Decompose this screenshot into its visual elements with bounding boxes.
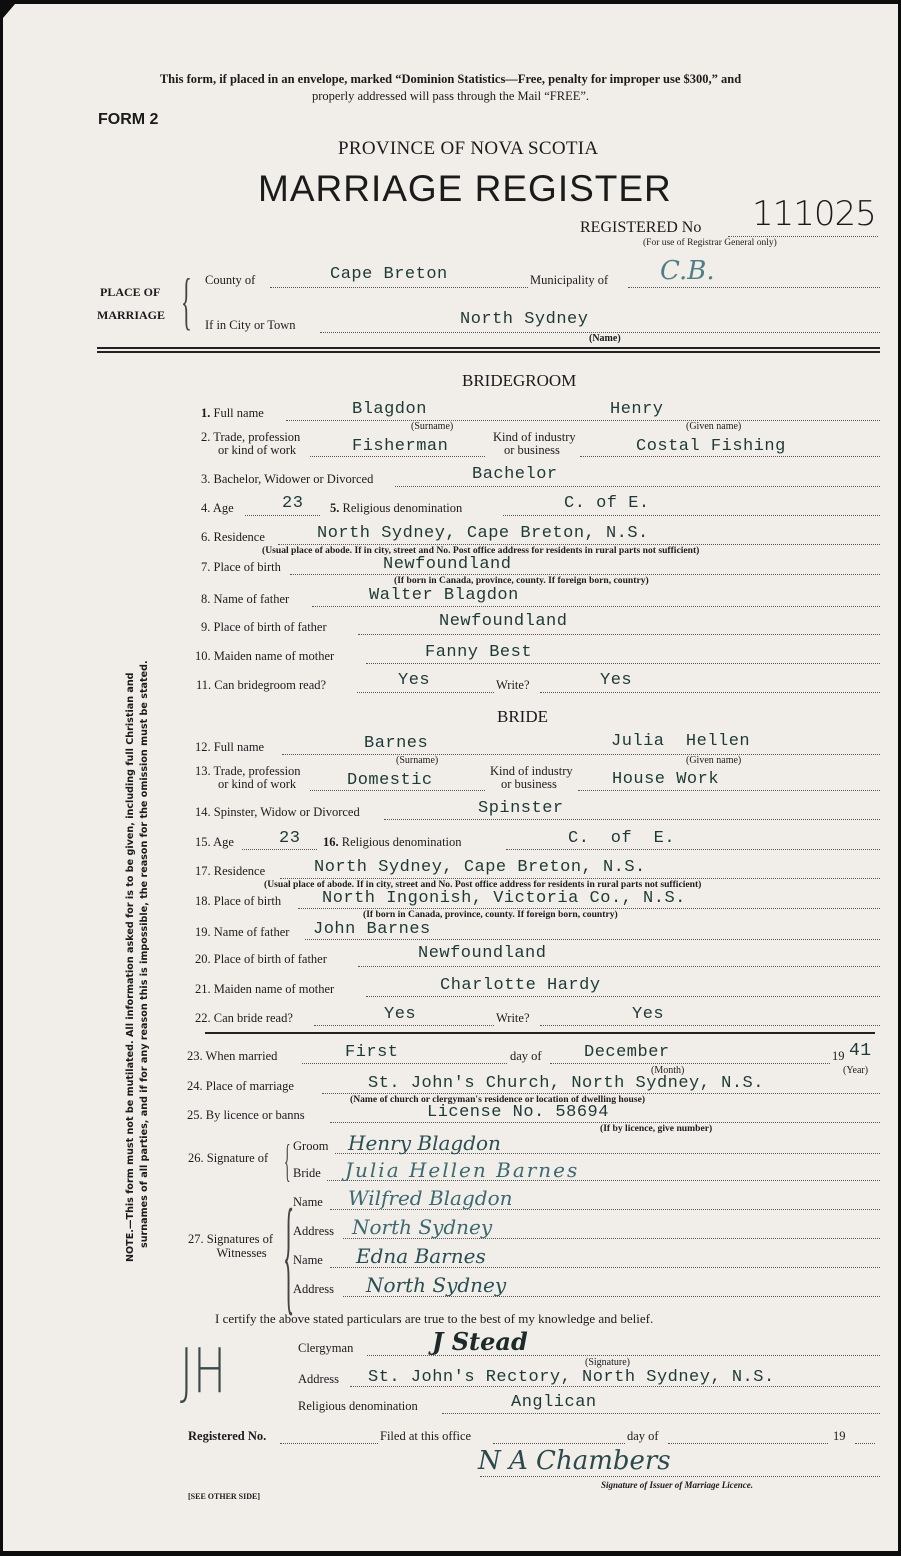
field-4-label: Age <box>212 501 234 515</box>
clergyman-signature: J Stead <box>432 1327 528 1356</box>
bride-industry-label1: Kind of industry <box>490 764 573 778</box>
groom-father: Walter Blagdon <box>369 586 519 605</box>
bride-write-label: Write? <box>496 1011 530 1025</box>
clergy-denomination: Anglican <box>511 1393 597 1412</box>
field-7-label: Place of birth <box>213 560 281 574</box>
field-11-line <box>357 692 494 693</box>
county-value: Cape Breton <box>330 265 448 284</box>
province-heading: PROVINCE OF NOVA SCOTIA <box>338 138 599 159</box>
municipality-value: C.B. <box>660 256 715 286</box>
groom-status: Bachelor <box>472 465 558 484</box>
footer-year-prefix: 19 <box>833 1429 846 1443</box>
field-22-num: 22. <box>195 1011 211 1025</box>
issuer-caption: Signature of Issuer of Marriage Licence. <box>601 1480 754 1490</box>
field-24-num: 24. <box>187 1079 203 1093</box>
groom-industry: Costal Fishing <box>636 437 786 456</box>
field-11-label: Can bridegroom read? <box>214 678 327 692</box>
city-note: (Name) <box>589 333 621 344</box>
bride-sig-label: Bride <box>293 1166 321 1180</box>
field-13-num: 13. <box>195 764 211 778</box>
year-prefix: 19 <box>832 1049 845 1063</box>
bride-residence-note: (Usual place of abode. If in city, street and No. Post office address for residents in rural parts not sufficient) <box>264 879 702 890</box>
bride-write: Yes <box>632 1005 665 1024</box>
field-15-num: 15. <box>195 835 211 849</box>
signature-note: (Signature) <box>585 1357 630 1368</box>
field-15-label: Age <box>213 835 234 849</box>
clergyman-label: Clergyman <box>298 1341 354 1355</box>
field-23-label: When married <box>205 1049 278 1063</box>
groom-write: Yes <box>600 671 633 690</box>
month-note: (Month) <box>651 1065 685 1076</box>
witness1-name-label: Name <box>293 1195 323 1209</box>
bride-father: John Barnes <box>313 920 431 939</box>
groom-industry-line <box>580 456 880 457</box>
marriage-day: First <box>345 1043 399 1062</box>
field-14-label: Spinster, Widow or Divorced <box>213 805 360 819</box>
groom-age: 23 <box>282 494 304 513</box>
field-23-day-line <box>302 1063 507 1064</box>
field-13-label2: or kind of work <box>218 777 297 791</box>
field-10-label: Maiden name of mother <box>213 649 335 663</box>
field-1-label: Full name <box>213 406 264 420</box>
footer-day-of-label: day of <box>627 1429 659 1443</box>
witness1-address-label: Address <box>293 1224 334 1238</box>
field-5-label: Religious denomination <box>342 501 463 515</box>
field-1-num: 1. <box>201 406 211 420</box>
day-of-label: day of <box>510 1049 542 1063</box>
footer-year-line <box>855 1443 875 1444</box>
city-label: If in City or Town <box>205 318 296 332</box>
witness2-address: North Sydney <box>366 1273 507 1297</box>
margin-initials: JH <box>180 1336 227 1408</box>
field-3-line <box>395 486 880 487</box>
field-20-label: Place of birth of father <box>213 952 327 966</box>
bride-residence: North Sydney, Cape Breton, N.S. <box>314 858 646 877</box>
side-note <box>124 660 152 1262</box>
marriage-place: St. John's Church, North Sydney, N.S. <box>368 1074 764 1093</box>
groom-write-line <box>540 692 880 693</box>
registered-no-line <box>728 236 878 237</box>
brace-icon: { <box>284 1135 291 1186</box>
groom-read: Yes <box>398 671 431 690</box>
denomination-line <box>442 1413 880 1414</box>
field-11-num: 11. <box>196 678 212 692</box>
field-25-label: By licence or banns <box>205 1108 305 1122</box>
certification-text: I certify the above stated particulars are true to the best of my knowledge and belief. <box>215 1311 654 1326</box>
footer-day-line <box>668 1443 828 1444</box>
field-19-line <box>305 939 880 940</box>
groom-birthplace-note: (If born in Canada, province, county. If foreign born, country) <box>394 575 649 586</box>
bride-given-note: (Given name) <box>686 755 742 766</box>
groom-residence: North Sydney, Cape Breton, N.S. <box>317 524 649 543</box>
groom-sig-label: Groom <box>293 1139 329 1153</box>
bride-birthplace-note: (If born in Canada, province, county. If foreign born, country) <box>363 909 618 920</box>
field-7-num: 7. <box>201 560 211 574</box>
witness2-name: Edna Barnes <box>356 1244 486 1268</box>
field-17-label: Residence <box>213 864 266 878</box>
field-5-line <box>503 515 880 516</box>
field-12-line <box>282 754 880 755</box>
marriage-divider <box>205 1032 875 1034</box>
bride-surname-note: (Surname) <box>396 755 439 766</box>
field-23-month-line <box>550 1063 830 1064</box>
field-18-label: Place of birth <box>213 894 282 908</box>
field-24-label: Place of marriage <box>205 1079 294 1093</box>
field-27-label2: Witnesses <box>216 1246 267 1260</box>
county-line <box>270 287 528 288</box>
field-16-line <box>506 849 880 850</box>
bride-birthplace: North Ingonish, Victoria Co., N.S. <box>322 889 686 908</box>
field-20-num: 20. <box>195 952 211 966</box>
footer-registered-label: Registered No. <box>188 1429 267 1443</box>
field-19-num: 19. <box>195 925 211 939</box>
place-of-marriage-label1: PLACE OF <box>100 285 161 299</box>
registered-no-value: 111025 <box>752 194 876 234</box>
denomination-label: Religious denomination <box>298 1399 418 1413</box>
field-21-num: 21. <box>195 982 211 996</box>
field-12-label: Full name <box>213 740 265 754</box>
witness1-name: Wilfred Blagdon <box>348 1186 513 1210</box>
clergy-address-label: Address <box>298 1372 339 1386</box>
footer-filed-label: Filed at this office <box>380 1429 472 1443</box>
field-22-label: Can bride read? <box>213 1011 293 1025</box>
footer-filed-line <box>493 1443 625 1444</box>
bride-age: 23 <box>279 829 301 848</box>
field-26-num: 26. <box>188 1151 204 1165</box>
side-note-line2: surnames of all parties, and if for any reason this is impossible, the reason for the omission must be stated. <box>139 660 150 1248</box>
place-of-marriage-label2: MARRIAGE <box>97 308 165 322</box>
groom-industry-label1: Kind of industry <box>493 430 576 444</box>
field-4-num: 4. <box>201 501 211 515</box>
bride-trade: Domestic <box>347 771 433 790</box>
postal-notice-line1: This form, if placed in an envelope, marked “Dominion Statistics—Free, penalty for improper use $300,” and <box>159 72 742 86</box>
municipality-line <box>628 287 880 288</box>
bride-write-line <box>540 1025 880 1026</box>
field-21-line <box>366 996 880 997</box>
field-25-num: 25. <box>187 1108 203 1122</box>
marriage-place-note: (Name of church or clergyman's residence or location of dwelling house) <box>350 1094 646 1105</box>
city-value: North Sydney <box>460 310 589 329</box>
licence-note: (If by licence, give number) <box>600 1123 713 1134</box>
field-20-line <box>358 966 880 967</box>
field-10-line <box>366 663 880 664</box>
witness1-address: North Sydney <box>352 1215 493 1239</box>
bride-status: Spinster <box>478 799 564 818</box>
field-2-label1: Trade, profession <box>213 430 301 444</box>
groom-write-label: Write? <box>496 678 530 692</box>
bride-signature: Julia Hellen Barnes <box>345 1158 580 1182</box>
field-23-num: 23. <box>187 1049 203 1063</box>
issuer-sig-line <box>480 1476 880 1477</box>
field-18-num: 18. <box>195 894 211 908</box>
groom-trade: Fisherman <box>352 437 449 456</box>
see-other-side: [SEE OTHER SIDE] <box>188 1492 261 1501</box>
groom-mother: Fanny Best <box>425 643 533 662</box>
field-3-label: Bachelor, Widower or Divorced <box>213 472 374 486</box>
field-13-label1: Trade, profession <box>213 764 301 778</box>
field-9-num: 9. <box>201 620 211 634</box>
field-26-label: Signature of <box>206 1151 269 1165</box>
field-3-num: 3. <box>201 472 211 486</box>
form-number: FORM 2 <box>98 111 159 128</box>
bride-mother: Charlotte Hardy <box>440 976 601 995</box>
field-6-num: 6. <box>201 530 211 544</box>
field-17-num: 17. <box>195 864 211 878</box>
field-16-num: 16. <box>323 835 339 849</box>
field-9-label: Place of birth of father <box>213 620 327 634</box>
bride-surname: Barnes <box>364 734 429 753</box>
field-16-label: Religious denomination <box>341 835 462 849</box>
marriage-year: 41 <box>849 1041 872 1061</box>
bride-father-birthplace: Newfoundland <box>418 944 547 963</box>
licence-number: License No. 58694 <box>427 1103 609 1122</box>
groom-industry-label2: or business <box>504 443 560 457</box>
groom-birthplace: Newfoundland <box>383 555 512 574</box>
year-note: (Year) <box>843 1065 869 1076</box>
field-27-num: 27. <box>188 1232 204 1246</box>
bride-industry: House Work <box>612 770 720 789</box>
field-2-label2: or kind of work <box>218 443 297 457</box>
registered-no-label: REGISTERED No <box>580 219 702 236</box>
bride-heading: BRIDE <box>497 707 548 726</box>
bridegroom-heading: BRIDEGROOM <box>462 371 577 390</box>
field-12-num: 12. <box>195 740 211 754</box>
groom-surname-note: (Surname) <box>411 421 454 432</box>
field-2-num: 2. <box>201 430 211 444</box>
field-4-line <box>245 515 320 516</box>
field-8-label: Name of father <box>213 592 290 606</box>
field-15-line <box>242 849 317 850</box>
field-5-num: 5. <box>330 501 340 515</box>
groom-surname: Blagdon <box>352 400 427 419</box>
field-10-num: 10. <box>195 649 211 663</box>
bride-religion: C. of E. <box>568 829 676 848</box>
groom-given-note: (Given name) <box>686 421 742 432</box>
field-21-label: Maiden name of mother <box>213 982 335 996</box>
footer-registered-line <box>280 1443 378 1444</box>
section-divider <box>97 347 880 353</box>
bride-given-name: Julia Hellen <box>611 732 751 751</box>
field-8-num: 8. <box>201 592 211 606</box>
witness2-name-label: Name <box>293 1253 323 1267</box>
page-title: MARRIAGE REGISTER <box>258 168 672 209</box>
clergy-address: St. John's Rectory, North Sydney, N.S. <box>368 1368 775 1387</box>
field-1-line <box>286 420 880 421</box>
brace-icon: { <box>283 1183 295 1327</box>
groom-given-name: Henry <box>610 400 664 419</box>
field-9-line <box>358 634 880 635</box>
bride-industry-line <box>578 790 880 791</box>
postal-notice-line2: properly addressed will pass through the Mail “FREE”. <box>311 89 590 103</box>
side-note-line1: NOTE.—This form must not be mutilated. All information asked for is to be given, including full Christian and <box>125 672 136 1262</box>
field-14-num: 14. <box>195 805 211 819</box>
field-14-line <box>384 819 880 820</box>
field-27-label1: Signatures of <box>206 1232 274 1246</box>
field-22-line <box>314 1025 494 1026</box>
bride-industry-label2: or business <box>501 777 557 791</box>
county-label: County of <box>205 273 256 287</box>
field-2-line <box>310 456 485 457</box>
municipality-label: Municipality of <box>530 273 609 287</box>
groom-religion: C. of E. <box>564 494 650 513</box>
brace-icon: { <box>181 265 192 336</box>
groom-residence-note: (Usual place of abode. If in city, street and No. Post office address for residents in rural parts not sufficient) <box>262 545 700 556</box>
field-6-label: Residence <box>213 530 265 544</box>
bride-read: Yes <box>384 1005 417 1024</box>
groom-signature: Henry Blagdon <box>348 1131 501 1155</box>
registered-no-note: (For use of Registrar General only) <box>643 238 777 248</box>
field-13-line <box>310 790 485 791</box>
field-19-label: Name of father <box>213 925 290 939</box>
issuer-signature: N A Chambers <box>478 1446 671 1476</box>
marriage-month: December <box>584 1043 670 1062</box>
field-8-line <box>312 606 880 607</box>
witness2-address-label: Address <box>293 1282 334 1296</box>
groom-father-birthplace: Newfoundland <box>439 612 568 631</box>
